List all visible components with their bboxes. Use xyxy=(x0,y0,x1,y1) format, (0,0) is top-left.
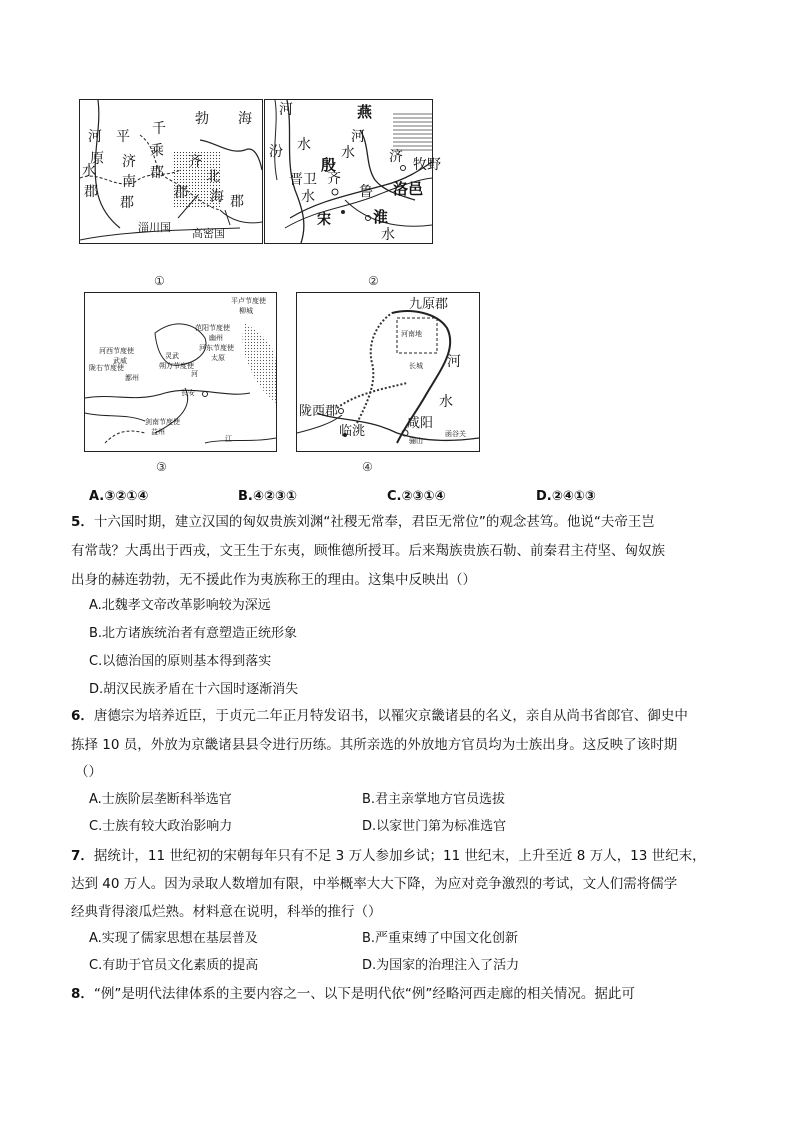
map-label: 水 xyxy=(82,163,96,179)
map-label: 河 xyxy=(279,102,293,118)
map-label: 水 xyxy=(341,145,355,161)
map-label: 太原 xyxy=(211,354,225,362)
map-label: 函谷关 xyxy=(445,430,466,438)
q7-option-d[interactable]: D.为国家的治理注入了活力 xyxy=(362,958,520,973)
map-label: 千 xyxy=(152,121,166,137)
q4-option-d[interactable]: D.②④①③ xyxy=(536,489,596,504)
map-label: 郡 xyxy=(150,165,164,181)
map-label: 江 xyxy=(225,435,232,443)
map-label: 南 xyxy=(122,174,136,190)
map-label: 幽州 xyxy=(209,334,223,342)
map-label: 河 xyxy=(351,129,365,145)
map-label: 齐 xyxy=(327,171,341,187)
map-label: 朔方节度使 xyxy=(159,362,194,370)
map-label: 齐 xyxy=(188,154,202,170)
map-label: 水 xyxy=(381,227,395,243)
map-label: 海 xyxy=(210,189,224,205)
map-label: 陇右节度使 xyxy=(89,364,124,372)
map-label: 北 xyxy=(206,169,220,185)
map-label: 柳城 xyxy=(239,307,253,315)
map-label: 郡 xyxy=(120,195,134,211)
q8-number: 8． xyxy=(71,986,94,1002)
map-label: 牧野 xyxy=(413,157,441,173)
q6-option-c[interactable]: C.士族有较大政治影响力 xyxy=(89,819,233,834)
map-label: 武威 xyxy=(113,357,127,365)
q6-number: 6． xyxy=(71,708,94,724)
map-label: 骊山 xyxy=(409,437,423,445)
map-label: 益州 xyxy=(151,428,165,436)
q4-option-c[interactable]: C.②③①④ xyxy=(387,489,446,504)
map-label: 咸阳 xyxy=(407,416,434,431)
map-label: 济 xyxy=(389,149,403,165)
q6-option-b[interactable]: B.君主亲掌地方官员选拔 xyxy=(362,792,506,807)
map-label: 长城 xyxy=(409,362,423,370)
q5-line-1 xyxy=(71,513,655,531)
map-label: 水 xyxy=(301,189,315,205)
map-label: 河 xyxy=(447,354,461,370)
map-3-caption: ③ xyxy=(156,460,167,474)
map-label: 高密国 xyxy=(192,227,225,240)
q4-option-a[interactable]: A.③②①④ xyxy=(89,489,149,504)
map-1 xyxy=(79,99,263,244)
map-label: 海 xyxy=(238,111,252,127)
map-2-caption: ② xyxy=(368,274,379,288)
map-4-caption: ④ xyxy=(362,460,373,474)
map-label: 九原郡 xyxy=(409,297,449,312)
map-label: 卫 xyxy=(303,172,317,188)
map-label: 郡 xyxy=(230,194,244,210)
map-label: 灵武 xyxy=(165,352,179,360)
map-1-caption: ① xyxy=(154,274,165,288)
map-2 xyxy=(264,99,441,244)
q5-line-2: 有常哉？大禹出于西戎，文王生于东夷，顾惟德所授耳。后来羯族贵族石勒、前秦君主苻坚、匈奴族 xyxy=(71,543,665,559)
map-label: 长安 xyxy=(181,389,195,397)
map-label: 汾 xyxy=(269,144,283,160)
map-label: 河 xyxy=(191,370,198,378)
q5-text-1: 十六国时期，建立汉国的匈奴贵族刘渊“社稷无常奉，君臣无常位”的观念甚笃。他说“夫帝王岂 xyxy=(93,514,655,530)
q8-line-1 xyxy=(71,985,635,1003)
map-label: 乘 xyxy=(150,143,164,159)
map-3-drawing xyxy=(85,293,276,451)
q5-option-d[interactable]: D.胡汉民族矛盾在十六国时逐渐消失 xyxy=(89,682,299,697)
q7-line-3: 经典背得滚瓜烂熟。材料意在说明，科举的推行（） xyxy=(71,904,382,920)
q5-line-3: 出身的赫连勃勃，无不援此作为夷族称王的理由。这集中反映出（） xyxy=(71,572,476,588)
map-1-drawing xyxy=(80,100,262,243)
q7-line-1 xyxy=(71,847,706,865)
q6-option-a[interactable]: A.士族阶层垄断科举选官 xyxy=(89,792,232,807)
map-label: 河南地 xyxy=(401,330,422,338)
map-label: 河 xyxy=(88,129,102,145)
map-label: 范阳节度使 xyxy=(195,324,230,332)
map-label: 济 xyxy=(122,154,136,170)
q7-option-c[interactable]: C.有助于官员文化素质的提高 xyxy=(89,958,259,973)
q6-line-2: 拣择 10 员，外放为京畿诸县县令进行历练。其所亲选的外放地方官员均为士族出身。这反映了该时期 xyxy=(71,737,678,753)
map-label: 淮 xyxy=(373,208,389,226)
q7-number: 7． xyxy=(71,848,94,864)
q5-option-c[interactable]: C.以德治国的原则基本得到落实 xyxy=(89,654,272,669)
q6-text-1: 唐德宗为培养近臣，于贞元二年正月特发诏书，以罹灾京畿诸县的名义，亲自从尚书省郎官、御史中 xyxy=(93,708,688,724)
map-label: 晋 xyxy=(289,172,303,188)
q4-option-b[interactable]: B.④②③① xyxy=(238,489,297,504)
map-label: 鲁 xyxy=(359,184,373,200)
q6-line-1 xyxy=(71,707,688,725)
map-label: 郡 xyxy=(84,184,98,200)
map-label: 水 xyxy=(297,137,311,153)
q5-number: 5． xyxy=(71,514,94,530)
map-label: 淄川国 xyxy=(138,221,171,234)
q6-option-d[interactable]: D.以家世门第为标准选官 xyxy=(362,819,507,834)
map-label: 陇西郡 xyxy=(299,404,339,419)
map-label: 洛邑 xyxy=(393,180,424,198)
map-label: 临洮 xyxy=(339,424,366,439)
map-label: 殷 xyxy=(321,156,337,174)
q7-line-2: 达到 40 万人。因为录取人数增加有限，中举概率大大下降，为应对竞争激烈的考试，文人们需将儒学 xyxy=(71,876,678,892)
map-4-drawing xyxy=(297,293,479,451)
map-label: 鄯州 xyxy=(125,374,139,382)
q6-line-3: （） xyxy=(75,764,102,780)
map-label: 燕 xyxy=(357,103,373,121)
q7-option-b[interactable]: B.严重束缚了中国文化创新 xyxy=(362,931,519,946)
map-3 xyxy=(84,292,277,452)
map-4 xyxy=(296,292,480,452)
q7-option-a[interactable]: A.实现了儒家思想在基层普及 xyxy=(89,931,258,946)
map-label: 勃 xyxy=(195,111,209,127)
q7-text-1: 据统计，11 世纪初的宋朝每年只有不足 3 万人参加乡试；11 世纪末，上升至近 8 万人，13 世纪末， xyxy=(93,848,706,864)
map-label: 宋 xyxy=(317,212,331,228)
map-label: 平卢节度使 xyxy=(231,297,266,305)
map-label: 原 xyxy=(90,151,104,167)
map-label: 剑南节度使 xyxy=(145,418,180,426)
map-label: 河东节度使 xyxy=(199,344,234,352)
map-label: 河西节度使 xyxy=(99,347,134,355)
map-label: 水 xyxy=(439,394,453,410)
q8-text-1: “例”是明代法律体系的主要内容之一、以下是明代依“例”经略河西走廊的相关情况。据此可 xyxy=(93,986,635,1002)
q5-option-b[interactable]: B.北方诸族统治者有意塑造正统形象 xyxy=(89,626,298,641)
map-label: 平 xyxy=(116,129,130,145)
q5-option-a[interactable]: A.北魏孝文帝改革影响较为深远 xyxy=(89,598,271,613)
map-label: 郡 xyxy=(174,185,188,201)
